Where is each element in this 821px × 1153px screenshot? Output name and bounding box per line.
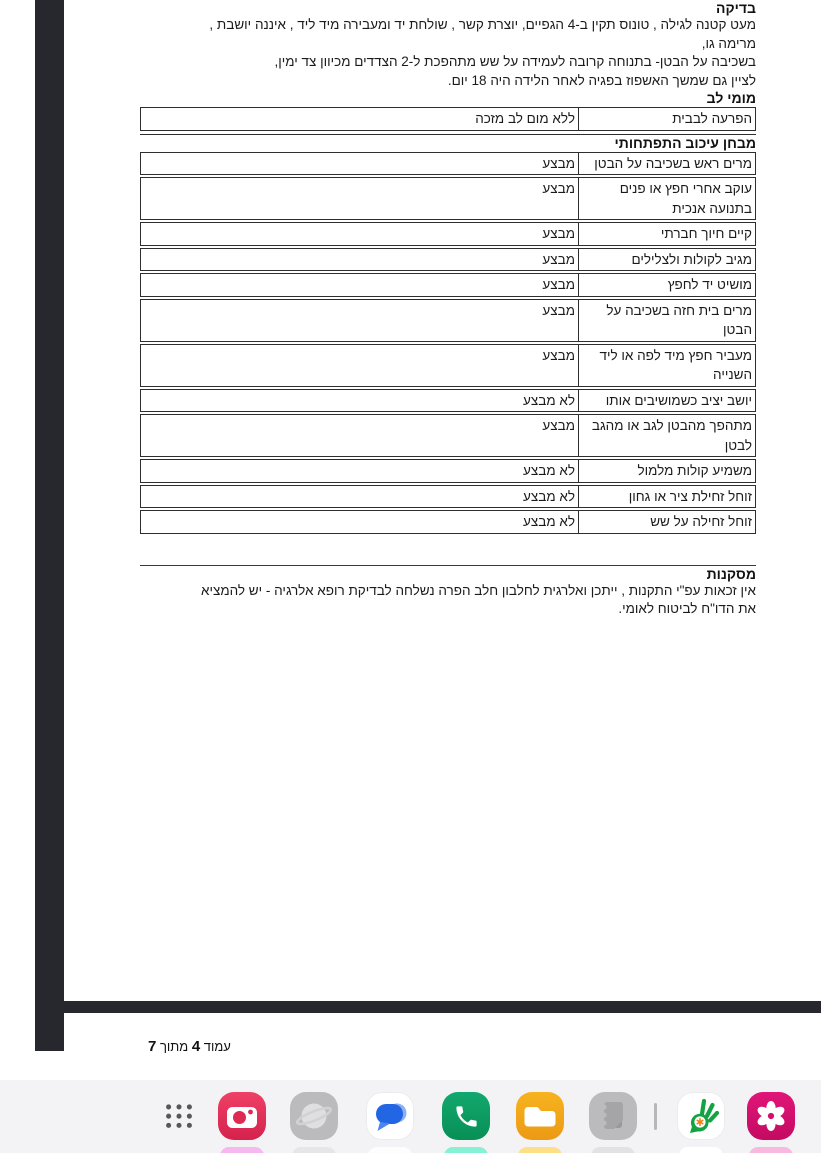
viewer-page-edge xyxy=(35,0,64,1051)
table-row xyxy=(140,222,756,246)
milestone-label: יושב יציב כשמושיבים אותו xyxy=(578,390,755,412)
exam-line: מעט קטנה לגילה , טונוס תקין ב-4 הגפיים, יוצרת קשר , שולחת יד ומעבירה מיד ליד , איננה יושבת , xyxy=(209,17,756,32)
table-row xyxy=(140,414,756,457)
phone-app-button[interactable] xyxy=(442,1092,490,1140)
milestone-label: משמיע קולות מלמול xyxy=(578,460,755,482)
milestone-label: מגיב לקולות ולצלילים xyxy=(578,249,755,271)
apps-grid-button[interactable] xyxy=(163,1092,195,1140)
document-content xyxy=(140,0,756,619)
milestone-label: מתהפך מהבטן לגב או מהגב לבטן xyxy=(578,415,755,456)
milestone-label: קיים חיוך חברתי xyxy=(578,223,755,245)
internet-browser-icon xyxy=(290,1092,338,1140)
conclusions-line: את הדו"ח לביטוח לאומי. xyxy=(618,601,756,616)
conclusions-paragraph xyxy=(140,582,756,619)
partial-icon-strip xyxy=(591,1147,635,1153)
my-files-app-button[interactable] xyxy=(516,1092,564,1140)
health-ok-hand-icon xyxy=(677,1092,725,1140)
next-page-top xyxy=(64,1013,821,1053)
milestone-status: מבצע xyxy=(542,226,575,241)
pager-word-page: עמוד xyxy=(203,1039,231,1053)
apps-grid-icon xyxy=(164,1118,194,1133)
row-value: ללא מום לב מזכה xyxy=(475,111,575,126)
partial-icon-strip xyxy=(518,1147,562,1153)
messages-app-button[interactable] xyxy=(366,1092,414,1140)
table-row xyxy=(140,273,756,297)
row-label: הפרעה לבבית xyxy=(578,108,755,130)
table-row xyxy=(140,248,756,272)
taskbar xyxy=(0,1080,821,1153)
milestone-label: זוחל זחילת ציר או גחון xyxy=(578,486,755,508)
partial-icon-strip xyxy=(679,1147,723,1153)
table-row xyxy=(140,299,756,342)
document-page xyxy=(64,0,821,1001)
table-row xyxy=(140,485,756,509)
table-row xyxy=(140,389,756,413)
table-row xyxy=(140,152,756,176)
milestone-status: לא מבצע xyxy=(523,514,575,529)
gallery-app-button[interactable] xyxy=(747,1092,795,1140)
pager-current: 4 xyxy=(191,1038,201,1053)
gallery-flower-icon xyxy=(747,1092,795,1140)
table-row xyxy=(140,510,756,534)
milestone-status: לא מבצע xyxy=(523,392,575,408)
partial-icon-strip xyxy=(749,1147,793,1153)
pager-word-of: מתוך xyxy=(159,1039,189,1053)
exam-line: בשכיבה על הבטן- בתנוחה קרובה לעמידה על שש מתהפכת ל-2 הצדדים מכיוון צד ימין, xyxy=(274,54,756,69)
milestone-status: מבצע xyxy=(542,418,575,433)
milestone-label: מושיט יד לחפץ xyxy=(578,274,755,296)
exam-paragraph xyxy=(140,16,756,90)
milestone-status: מבצע xyxy=(542,251,575,267)
development-test-table xyxy=(140,152,756,534)
table-row xyxy=(140,107,756,131)
milestone-status: מבצע xyxy=(542,155,575,171)
table-row xyxy=(140,459,756,483)
page-number xyxy=(148,1038,231,1053)
health-app-button[interactable] xyxy=(677,1092,725,1140)
development-test-heading: מבחן עיכוב התפתחותי xyxy=(614,134,756,151)
heart-defects-heading: מומי לב xyxy=(706,90,756,106)
notes-app-button[interactable] xyxy=(589,1092,637,1140)
messages-chat-bubble-icon xyxy=(366,1092,414,1140)
exam-line: מרימה גו, xyxy=(701,35,756,51)
camera-app-icon xyxy=(218,1092,266,1140)
milestone-status: לא מבצע xyxy=(523,488,575,504)
notes-notepad-icon xyxy=(589,1092,637,1140)
partial-icon-strip xyxy=(220,1147,264,1153)
heart-defects-table xyxy=(140,107,756,135)
milestone-status: מבצע xyxy=(542,181,575,196)
milestone-status: מבצע xyxy=(542,302,575,318)
camera-app-button[interactable] xyxy=(218,1092,266,1140)
exam-line: לציין גם שמשך האשפוז בפגיה לאחר הלידה היה 18 יום. xyxy=(447,72,756,88)
exam-section-heading: בדיקה xyxy=(716,0,756,16)
milestone-status: מבצע xyxy=(542,347,575,363)
internet-app-button[interactable] xyxy=(290,1092,338,1140)
partial-icon-strip xyxy=(444,1147,488,1153)
milestone-label: זוחל זחילה על שש xyxy=(578,511,755,533)
partial-icon-strip xyxy=(292,1147,336,1153)
table-row xyxy=(140,177,756,220)
conclusions-line: אין זכאות עפ"י התקנות , ייתכן ואלרגית לחלבון חלב הפרה נשלחה לבדיקת רופא אלרגיה - יש להמציא xyxy=(200,582,756,598)
milestone-label: מעביר חפץ מיד לפה או ליד השנייה xyxy=(578,345,755,386)
phone-handset-icon xyxy=(442,1092,490,1140)
pager-total: 7 xyxy=(148,1038,157,1053)
milestone-status: מבצע xyxy=(542,277,575,292)
milestone-label: עוקב אחרי חפץ או פנים בתנועה אנכית xyxy=(578,178,755,219)
page-break-band xyxy=(64,1001,821,1013)
taskbar-divider xyxy=(654,1103,657,1130)
milestone-label: מרים בית חזה בשכיבה על הבטן xyxy=(578,300,755,341)
conclusions-heading: מסקנות xyxy=(706,565,756,582)
milestone-label: מרים ראש בשכיבה על הבטן xyxy=(578,153,755,175)
folder-icon xyxy=(516,1092,564,1140)
partial-icon-strip xyxy=(368,1147,412,1153)
table-row xyxy=(140,344,756,387)
milestone-status: לא מבצע xyxy=(523,463,575,478)
